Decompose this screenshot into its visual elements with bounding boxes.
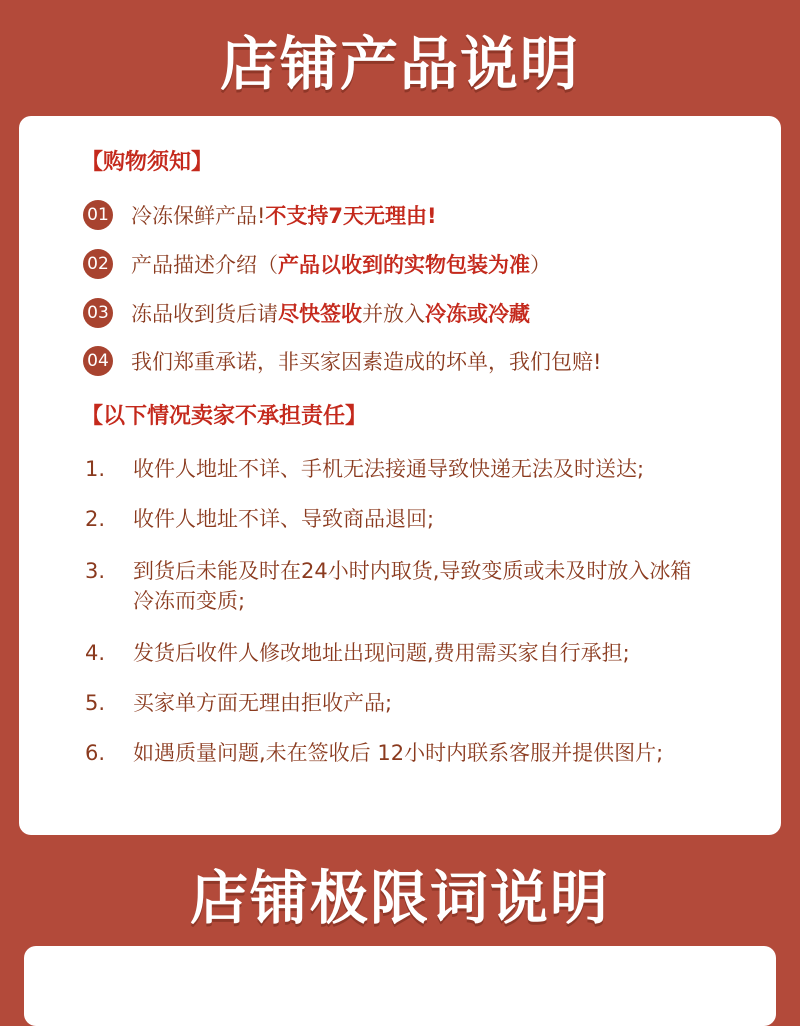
liability-heading: 【以下情况卖家不承担责任】 xyxy=(81,404,368,429)
liability-item xyxy=(85,504,733,534)
item-text: 到货后未能及时在24小时内取货,导致变质或未及时放入冰箱冷冻而变质; xyxy=(133,559,692,613)
item-text: 收件人地址不详、手机无法接通导致快递无法及时送达; xyxy=(133,457,645,481)
item-number: 3. xyxy=(85,559,106,583)
item-text: 发货后收件人修改地址出现问题,费用需买家自行承担; xyxy=(133,641,630,665)
notice-item xyxy=(83,344,601,378)
extreme-words-card xyxy=(24,946,776,1026)
notice-highlight: 不支持7天无理由! xyxy=(265,204,437,228)
notice-text: 冻品收到货后请 xyxy=(131,302,278,326)
section-title: 店铺极限词说明 xyxy=(189,864,610,932)
number-badge: 03 xyxy=(83,298,113,328)
number-badge: 01 xyxy=(83,200,113,230)
item-number: 6. xyxy=(85,741,106,765)
liability-item xyxy=(85,556,693,616)
notice-text: 冷冻保鲜产品! xyxy=(131,204,266,228)
liability-item xyxy=(85,638,733,668)
notice-text: 产品描述介绍（ xyxy=(131,253,278,277)
liability-item xyxy=(85,454,733,484)
liability-item xyxy=(85,738,733,768)
notice-item xyxy=(83,198,437,232)
notice-text: ） xyxy=(530,253,551,277)
shopping-notice-heading: 【购物须知】 xyxy=(81,150,214,175)
item-number: 1. xyxy=(85,457,106,481)
notice-highlight: 尽快签收 xyxy=(278,302,362,326)
notice-item xyxy=(83,247,551,281)
item-number: 4. xyxy=(85,641,106,665)
number-badge: 04 xyxy=(83,346,113,376)
item-text: 如遇质量问题,未在签收后 12小时内联系客服并提供图片; xyxy=(133,741,664,765)
liability-item xyxy=(85,688,733,718)
item-text: 收件人地址不详、导致商品退回; xyxy=(133,507,435,531)
item-number: 5. xyxy=(85,691,106,715)
item-text: 买家单方面无理由拒收产品; xyxy=(133,691,393,715)
notice-text: 我们郑重承诺，非买家因素造成的坏单，我们包赔! xyxy=(131,350,602,374)
number-badge: 02 xyxy=(83,249,113,279)
page-title: 店铺产品说明 xyxy=(219,30,580,98)
notice-item xyxy=(83,296,530,330)
notice-highlight: 冷冻或冷藏 xyxy=(425,302,530,326)
product-info-card xyxy=(19,116,781,835)
item-number: 2. xyxy=(85,507,106,531)
notice-text: 并放入 xyxy=(362,302,425,326)
notice-highlight: 产品以收到的实物包装为准 xyxy=(278,253,530,277)
